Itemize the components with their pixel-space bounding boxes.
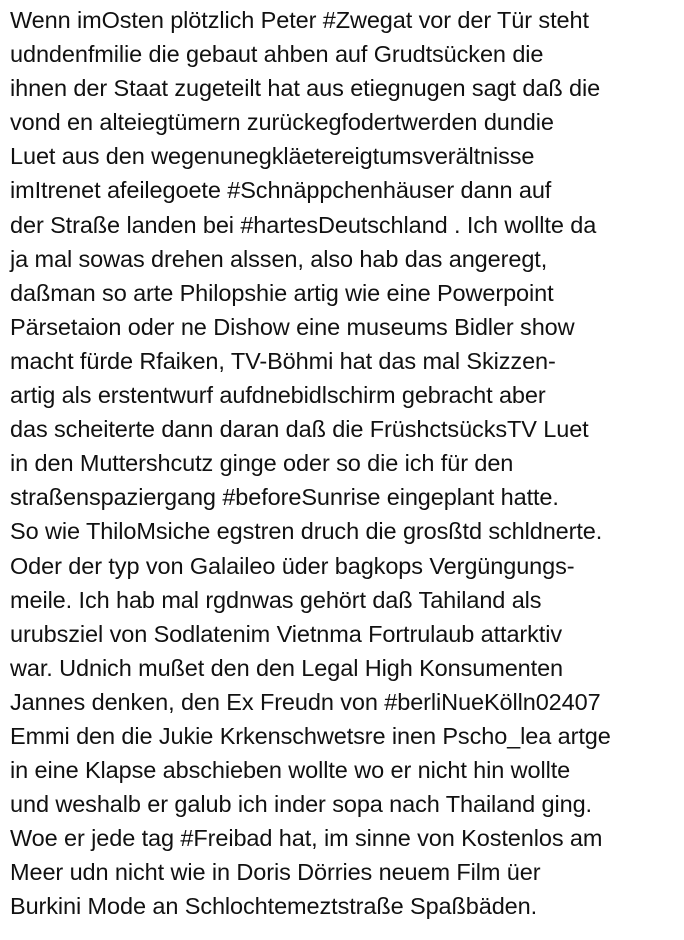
text-line: Wenn imOsten plötzlich Peter #Zwegat vor der Tür steht <box>10 7 589 33</box>
text-line: imItrenet afeilegoete #Schnäppchenhäuser dann auf <box>10 177 552 204</box>
text-line: war. Udnich mußet den den Legal High Konsumenten <box>10 654 564 681</box>
text-line: Burkini Mode an Schlochtemeztstraße Spaßbäden. <box>10 893 538 920</box>
text-line: der Straße landen bei #hartesDeutschland . Ich wollte da <box>10 211 597 238</box>
text-line: daßman so arte Philopshie artig wie eine Powerpoint <box>10 279 554 306</box>
text-line: und weshalb er galub ich inder sopa nach Thailand ging. <box>10 791 592 818</box>
text-line: Luet aus den wegenunegkläetereigtumsverältnisse <box>10 143 535 170</box>
text-line: vond en alteiegtümern zurückegfodertwerden dundie <box>10 109 554 136</box>
text-line: Oder der typ von Galaileo üder bagkops Vergüngungs- <box>10 552 575 579</box>
text-line: Woe er jede tag #Freibad hat, im sinne von Kostenlos am <box>10 825 603 852</box>
text-line: in den Muttershcutz ginge oder so die ich für den <box>10 450 514 477</box>
text-line: So wie ThiloMsiche egstren druch die grosßtd schldnerte. <box>10 518 603 545</box>
text-line: ja mal sowas drehen alssen, also hab das angeregt, <box>10 245 548 272</box>
text-line: meile. Ich hab mal rgdnwas gehört daß Tahiland als <box>10 586 542 613</box>
text-line: Jannes denken, den Ex Freudn von #berliNueKölln02407 <box>10 688 601 715</box>
text-line: macht fürde Rfaiken, TV-Böhmi hat das mal Skizzen- <box>10 347 556 374</box>
text-line: ihnen der Staat zugeteilt hat aus etiegnugen sagt daß die <box>10 75 601 102</box>
text-line: udndenfmilie die gebaut ahben auf Grudtsücken die <box>10 41 544 68</box>
text-line: Meer udn nicht wie in Doris Dörries neuem Film üer <box>10 859 541 886</box>
text-line: in eine Klapse abschieben wollte wo er nicht hin wollte <box>10 757 571 784</box>
body-text <box>10 3 680 924</box>
text-line: urubsziel von Sodlatenim Vietnma Fortrulaub attarktiv <box>10 620 563 647</box>
text-line: das scheiterte dann daran daß die FrüshctsücksTV Luet <box>10 416 589 443</box>
text-line: Pärsetaion oder ne Dishow eine museums Bidler show <box>10 313 575 340</box>
text-line: straßenspaziergang #beforeSunrise eingeplant hatte. <box>10 484 559 511</box>
text-line: artig als erstentwurf aufdnebidlschirm gebracht aber <box>10 382 546 409</box>
text-line: Emmi den die Jukie Krkenschwetsre inen Pscho_lea artge <box>10 722 611 749</box>
